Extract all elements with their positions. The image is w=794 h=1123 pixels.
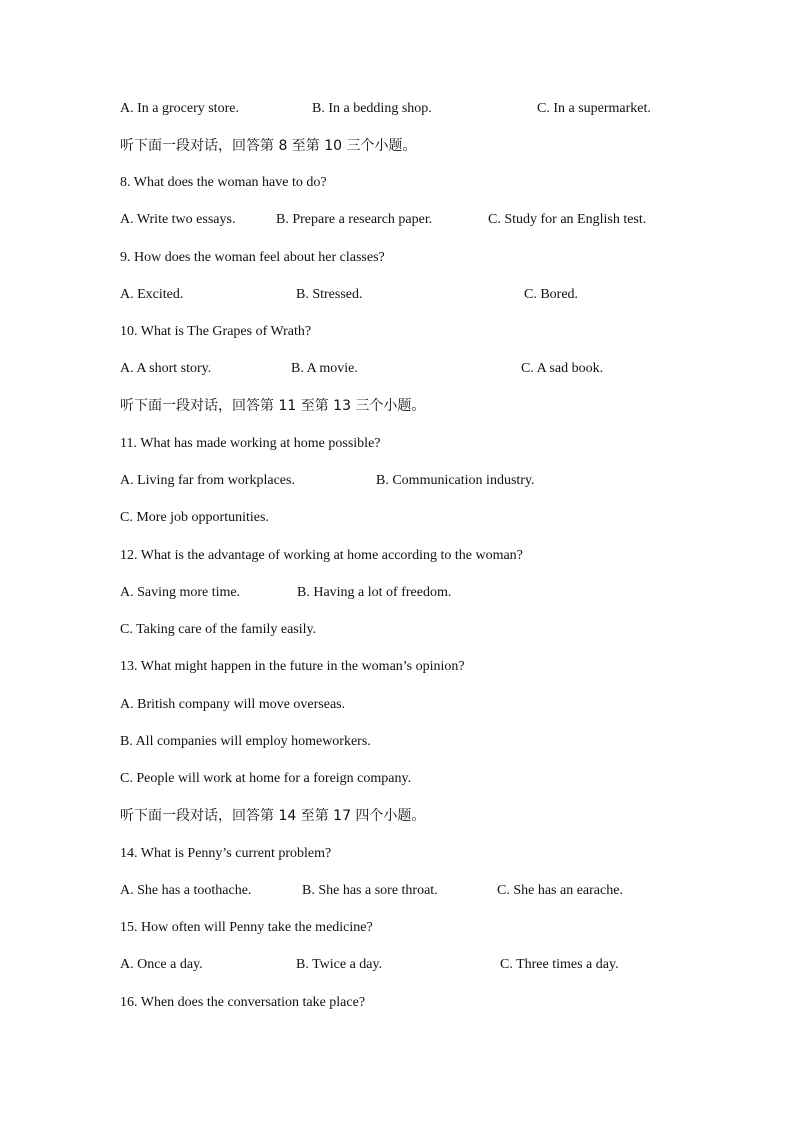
option-a: A. She has a toothache. [120, 883, 252, 898]
question-12: 12. What is the advantage of working at home according to the woman? [120, 548, 523, 563]
question-11: 11. What has made working at home possible? [120, 436, 381, 451]
section-instruction: 听下面一段对话，回答第 8 至第 10 三个小题。 [120, 138, 417, 154]
option-c: C. A sad book. [521, 361, 604, 376]
option-b: B. She has a sore throat. [302, 883, 438, 898]
option-c: C. Taking care of the family easily. [120, 622, 317, 637]
question-14: 14. What is Penny’s current problem? [120, 846, 332, 861]
option-a: A. British company will move overseas. [120, 697, 346, 712]
option-a: A. Excited. [120, 287, 184, 302]
question-10: 10. What is The Grapes of Wrath? [120, 324, 312, 339]
option-a: A. Living far from workplaces. [120, 473, 295, 488]
section-instruction: 听下面一段对话，回答第 14 至第 17 四个小题。 [120, 808, 426, 824]
option-b: B. Twice a day. [296, 957, 383, 972]
option-b: B. Having a lot of freedom. [297, 585, 452, 600]
option-a: A. Saving more time. [120, 585, 241, 600]
option-a: A. In a grocery store. [120, 101, 239, 116]
question-13: 13. What might happen in the future in the woman’s opinion? [120, 659, 465, 674]
option-c: C. Three times a day. [500, 957, 619, 972]
option-c: C. Bored. [524, 287, 579, 302]
question-8: 8. What does the woman have to do? [120, 175, 327, 190]
option-b: B. In a bedding shop. [312, 101, 432, 116]
option-c: C. More job opportunities. [120, 510, 269, 525]
option-a: A. A short story. [120, 361, 212, 376]
question-16: 16. When does the conversation take place? [120, 995, 366, 1010]
option-b: B. Stressed. [296, 287, 363, 302]
option-c: C. She has an earache. [497, 883, 623, 898]
option-a: A. Once a day. [120, 957, 203, 972]
option-c: C. In a supermarket. [537, 101, 651, 116]
option-b: B. A movie. [291, 361, 358, 376]
question-9: 9. How does the woman feel about her classes? [120, 250, 385, 265]
option-c: C. People will work at home for a foreign company. [120, 771, 412, 786]
option-b: B. Prepare a research paper. [276, 212, 433, 227]
section-instruction: 听下面一段对话，回答第 11 至第 13 三个小题。 [120, 398, 426, 414]
option-b: B. All companies will employ homeworkers. [120, 734, 371, 749]
option-c: C. Study for an English test. [488, 212, 647, 227]
option-a: A. Write two essays. [120, 212, 236, 227]
question-15: 15. How often will Penny take the medicine? [120, 920, 373, 935]
option-b: B. Communication industry. [376, 473, 535, 488]
